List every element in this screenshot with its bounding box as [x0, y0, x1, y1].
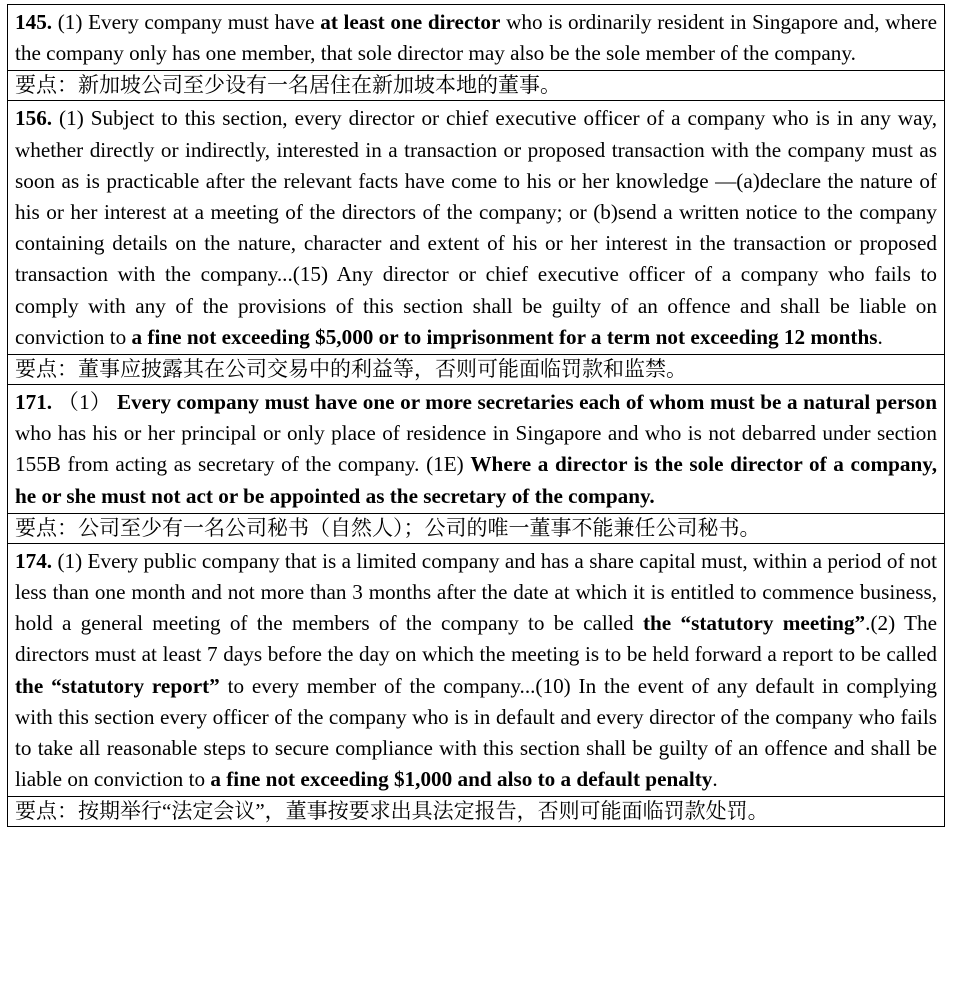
section-171-text: [8, 385, 944, 514]
key-point-text: 新加坡公司至少设有一名居住在新加坡本地的董事。: [78, 73, 561, 98]
text-segment: who has his or her principal or only place of residence in Singapore and who is not debarred under section 155B from acting as secretary of the company. (1E): [15, 421, 937, 477]
text-segment: (1) Every public company that is a limited company and has a share capital must, within a period of not less than one month and not more than 3 months after the date at which it is entitled to commence business, hold a general meeting of the members of the company to be called: [15, 548, 937, 636]
key-point-label: 要点：: [15, 357, 78, 382]
key-point-label: 要点：: [15, 799, 78, 824]
key-point-text: 按期举行“法定会议”，董事按要求出具法定报告，否则可能面临罚款处罚。: [78, 799, 769, 824]
section-171-key-point: [8, 514, 944, 544]
text-segment: （1）: [52, 390, 117, 415]
section-number: 145.: [15, 10, 53, 34]
text-segment-bold: a fine not exceeding $1,000 and also to a default penalty: [210, 767, 713, 792]
text-segment: (1) Subject to this section, every director or chief executive officer of a company who is in any way, whether directly or indirectly, interested in a transaction or proposed transaction with the company must as soon as is practicable after the relevant facts have come to his or her knowledge —(a)declare the nature of his or her interest at a meeting of the directors of the company; or (b)send a written notice to the company containing details on the nature, character and extent of his or her interest in the transaction or proposed transaction with the company...(15) Any director or chief executive officer of a company who fails to comply with any of the provisions of this section shall be guilty of an offence and shall be liable on conviction to: [15, 106, 937, 349]
section-156-text: [8, 101, 944, 355]
section-156-key-point: [8, 355, 944, 385]
section-number: 174.: [15, 548, 53, 573]
text-segment: .: [877, 324, 883, 349]
section-145-key-point: [8, 71, 944, 101]
text-segment-bold: the “statutory report”: [15, 673, 220, 698]
text-segment-bold: Where a director is the sole director of a company, he or she must not act or be appointed as the secretary of the company.: [15, 452, 937, 508]
text-segment-bold: at least one director: [320, 10, 501, 34]
text-segment-bold: a fine not exceeding $5,000 or to imprisonment for a term not exceeding 12 months: [131, 324, 878, 349]
statute-table: [7, 4, 945, 827]
section-number: 156.: [15, 106, 53, 131]
section-145-text: [8, 5, 944, 71]
key-point-text: 董事应披露其在公司交易中的利益等，否则可能面临罚款和监禁。: [78, 357, 687, 382]
text-segment-bold: Every company must have one or more secretaries each of whom must be a natural person: [116, 390, 937, 415]
text-segment: to every member of the company...(10) In the event of any default in complying with this section every officer of the company who is in default and every director of the company who fails to take all reasonable steps to secure compliance with this section shall be guilty of an offence and shall be liable on conviction to: [15, 673, 937, 792]
section-174-text: [8, 544, 944, 798]
key-point-text: 公司至少有一名公司秘书（自然人）；公司的唯一董事不能兼任公司秘书。: [78, 515, 761, 540]
key-point-label: 要点：: [15, 515, 78, 540]
text-segment-bold: the “statutory meeting”: [642, 611, 866, 636]
section-174-key-point: [8, 797, 944, 827]
text-segment: .(2) The directors must at least 7 days before the day on which the meeting is to be held forward a report to be called: [15, 611, 937, 667]
text-segment: .: [712, 767, 718, 792]
text-segment: who is ordinarily resident in Singapore and, where the company only has one member, that sole director may also be the sole member of the company.: [15, 10, 937, 66]
text-segment: (1) Every company must have: [52, 10, 321, 34]
section-number: 171.: [15, 390, 53, 415]
key-point-label: 要点：: [15, 73, 78, 98]
